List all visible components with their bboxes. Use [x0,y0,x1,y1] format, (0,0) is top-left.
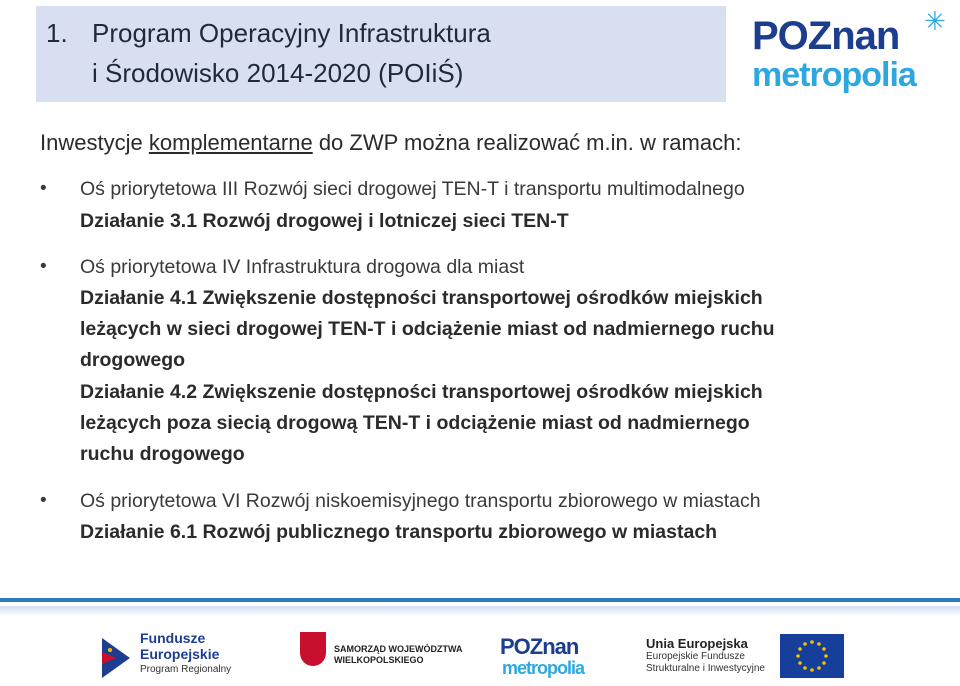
bullet-icon: • [40,256,47,277]
poznan-metropolia-logo [752,6,952,98]
logo-poznan-text: POZnan [752,14,900,58]
eu-flag-icon [780,634,844,678]
action-line: Działanie 4.1 Zwiększenie dostępności transportowej ośrodków miejskich [80,287,763,309]
intro-before: Inwestycje [40,130,149,155]
intro-underlined: komplementarne [148,130,313,155]
intro-after: do ZWP można realizować m.in. w ramach: [312,130,742,155]
title-text-1: Program Operacyjny Infrastruktura [92,18,491,48]
fe-line-3: Program Regionalny [140,664,232,675]
sw-line-2: WIELKOPOLSKIEGO [334,655,424,665]
title-line-1 [46,18,491,49]
bullet-icon: • [40,490,47,511]
intro-text [40,130,940,156]
fe-line-2: Europejskie [140,646,220,662]
footer-logos [0,598,960,686]
logo-metropolia-text: metropolia [752,56,916,94]
ue-line-1: Unia Europejska [646,636,748,651]
ue-line-3: Strukturalne i Inwestycyjne [646,663,765,674]
action-line: Działanie 4.2 Zwiększenie dostępności transportowej ośrodków miejskich [80,381,763,403]
sw-line-1: SAMORZĄD WOJEWÓDZTWA [334,644,463,654]
footer-poznan-text: POZnan [500,634,579,659]
footer-metropolia-text: metropolia [502,658,585,678]
action-line: leżących poza siecią drogową TEN-T i odciążenie miast od nadmiernego [80,412,750,434]
bullet-icon: • [40,178,47,199]
fundusze-europejskie-icon [102,638,130,678]
list-item-text: Oś priorytetowa III Rozwój sieci drogowej TEN-T i transportu multimodalnego [80,178,745,200]
list-item-text: Oś priorytetowa IV Infrastruktura drogowa dla miast [80,256,525,278]
action-line: leżących w sieci drogowej TEN-T i odciążenie miast od nadmiernego ruchu [80,318,775,340]
ue-line-2: Europejskie Fundusze [646,651,745,662]
unia-europejska-label [646,636,765,675]
title-line-2: i Środowisko 2014-2020 (POIiŚ) [92,58,464,88]
action-line: drogowego [80,349,186,371]
fe-line-1: Fundusze [140,630,206,646]
samorzad-label [334,644,463,666]
action-line: Działanie 3.1 Rozwój drogowej i lotniczej sieci TEN-T [80,210,569,232]
title-banner [36,6,726,102]
title-number: 1. [46,18,68,48]
action-line: Działanie 6.1 Rozwój publicznego transportu zbiorowego w miastach [80,521,718,543]
list-item-text: Oś priorytetowa VI Rozwój niskoemisyjnego transportu zbiorowego w miastach [80,490,761,512]
fundusze-europejskie-label [140,630,231,678]
coat-of-arms-icon [300,632,326,666]
star-icon: ✳ [924,6,946,36]
action-line: ruchu drogowego [80,443,245,465]
